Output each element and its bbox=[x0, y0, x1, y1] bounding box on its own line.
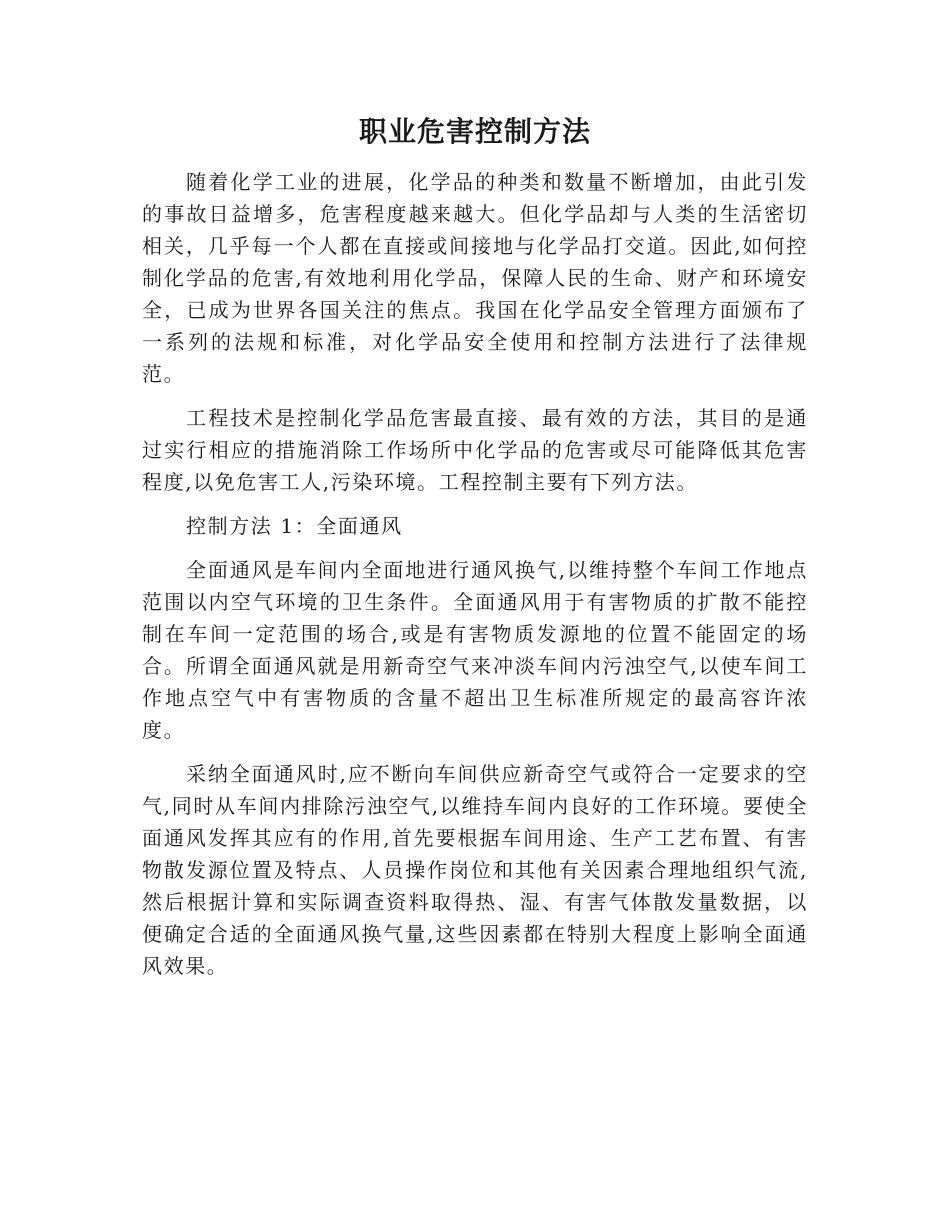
document-title: 职业危害控制方法 bbox=[358, 115, 591, 148]
section-heading-method-1: 控制方法 1：全面通风 bbox=[186, 514, 403, 538]
paragraph-ventilation-application: 采纳全面通风时,应不断向车间供应新奇空气或符合一定要求的空气,同时从车间内排除污浊空气,以维持车间内良好的工作环境。要使全面通风发挥其应有的作用,首先要根据车间用途、生产工艺布置、有害物散发源位置及特点、人员操作岗位和其他有关因素合理地组织气流,然后根据计算和实际调查资料取得热、湿、有害气体散发量数据，以便确定合适的全面通风换气量,这些因素都在特别大程度上影响全面通风效果。 bbox=[142, 762, 808, 978]
paragraph-engineering: 工程技术是控制化学品危害最直接、最有效的方法，其目的是通过实行相应的措施消除工作场所中化学品的危害或尽可能降低其危害程度,以免危害工人,污染环境。工程控制主要有下列方法。 bbox=[142, 406, 808, 494]
paragraph-intro: 随着化学工业的进展，化学品的种类和数量不断增加，由此引发的事故日益增多，危害程度越来越大。但化学品却与人类的生活密切相关，几乎每一个人都在直接或间接地与化学品打交道。因此,如何控制化学品的危害,有效地利用化学品，保障人民的生命、财产和环境安全，已成为世界各国关注的焦点。我国在化学品安全管理方面颁布了一系列的法规和标准，对化学品安全使用和控制方法进行了法律规范。 bbox=[142, 170, 808, 386]
paragraph-general-ventilation: 全面通风是车间内全面地进行通风换气,以维持整个车间工作地点范围以内空气环境的卫生条件。全面通风用于有害物质的扩散不能控制在车间一定范围的场合,或是有害物质发源地的位置不能固定的场合。所谓全面通风就是用新奇空气来冲淡车间内污浊空气,以使车间工作地点空气中有害物质的含量不超出卫生标准所规定的最高容许浓度。 bbox=[142, 558, 808, 742]
document-body bbox=[142, 166, 808, 994]
